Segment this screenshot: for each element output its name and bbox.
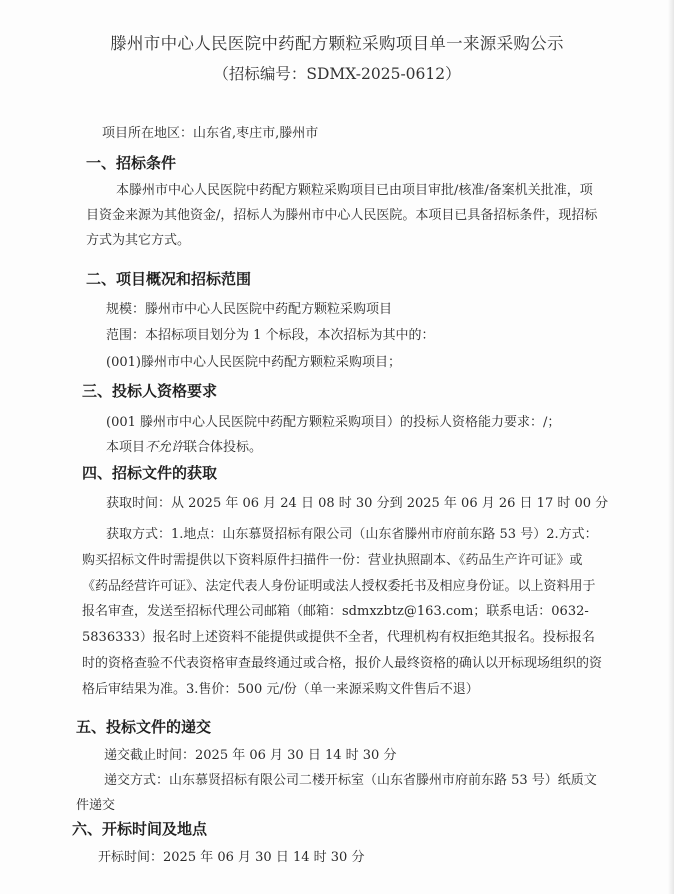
project-lot: (001)滕州市中心人民医院中药配方颗粒采购项目；: [106, 355, 401, 370]
document-acquisition-method: 获取方式：1.地点：山东慕贤招标有限公司（山东省滕州市府前东路 53 号）2.方式：购买招标文件时需提供以下资料原件扫描件一份：营业执照副本、《药品生产许可证》或《药品经营许可证》、法定代表人身份证明或法人授权委托书及相应身份证。以上资料用于报名审查，发送至招标代理公司邮箱（邮箱：sdmxzbtz@163.com；联系电话：0632-5836333）报名时上述资料不能提供或提供不全者，代理机构有权拒绝其报名。投标报名时的资格查验不代表资格审查最终通过或合格，报价人最终资格的确认以开标现场组织的资格后审结果为准。3.售价：500 元/份（单一来源采购文件售后不退）: [82, 527, 603, 697]
section-1-paragraph: 本滕州市中心人民医院中药配方颗粒采购项目已由项目审批/核准/备案机关批准，项目资金来源为其他资金/，招标人为滕州市中心人民医院。本项目已具备招标条件，现招标方式为其它方式。: [86, 183, 598, 248]
section-6-heading: 六、开标时间及地点: [72, 820, 208, 838]
section-3-heading: 三、投标人资格要求: [82, 382, 218, 400]
document-acquisition-time: 获取时间：从 2025 年 06 月 24 日 08 时 30 分到 2025 年 06 月 26 日 17 时 00 分: [106, 496, 609, 511]
section-2-heading: 二、项目概况和招标范围: [86, 270, 252, 288]
bidder-requirements: (001 滕州市中心人民医院中药配方颗粒采购项目）的投标人资格能力要求：/；: [106, 415, 561, 430]
submission-deadline: 递交截止时间：2025 年 06 月 30 日 14 时 30 分: [104, 748, 397, 763]
joint-bid-not-allowed: 不允许: [145, 440, 185, 455]
page-edge-shadow: [668, 0, 674, 894]
document-title: 滕州市中心人民医院中药配方颗粒采购项目单一来源采购公示: [110, 34, 564, 53]
section-5-heading: 五、投标文件的递交: [76, 718, 212, 736]
joint-bid-prefix: 本项目: [106, 440, 146, 455]
project-region: 项目所在地区：山东省,枣庄市,滕州市: [102, 126, 319, 141]
tender-number: （招标编号：SDMX-2025-0612）: [213, 65, 461, 83]
section-4-heading: 四、招标文件的获取: [82, 464, 218, 482]
submission-method: 递交方式：山东慕贤招标有限公司二楼开标室（山东省滕州市府前东路 53 号）纸质文件递交: [76, 773, 597, 813]
bid-opening-time: 开标时间：2025 年 06 月 30 日 14 时 30 分: [98, 850, 365, 865]
joint-bid-statement: [106, 438, 262, 458]
joint-bid-suffix: 联合体投标。: [184, 440, 263, 455]
project-scale: 规模：滕州市中心人民医院中药配方颗粒采购项目: [106, 302, 393, 317]
project-scope: 范围：本招标项目划分为 1 个标段，本次招标为其中的：: [106, 328, 435, 343]
section-1-heading: 一、招标条件: [86, 154, 177, 172]
